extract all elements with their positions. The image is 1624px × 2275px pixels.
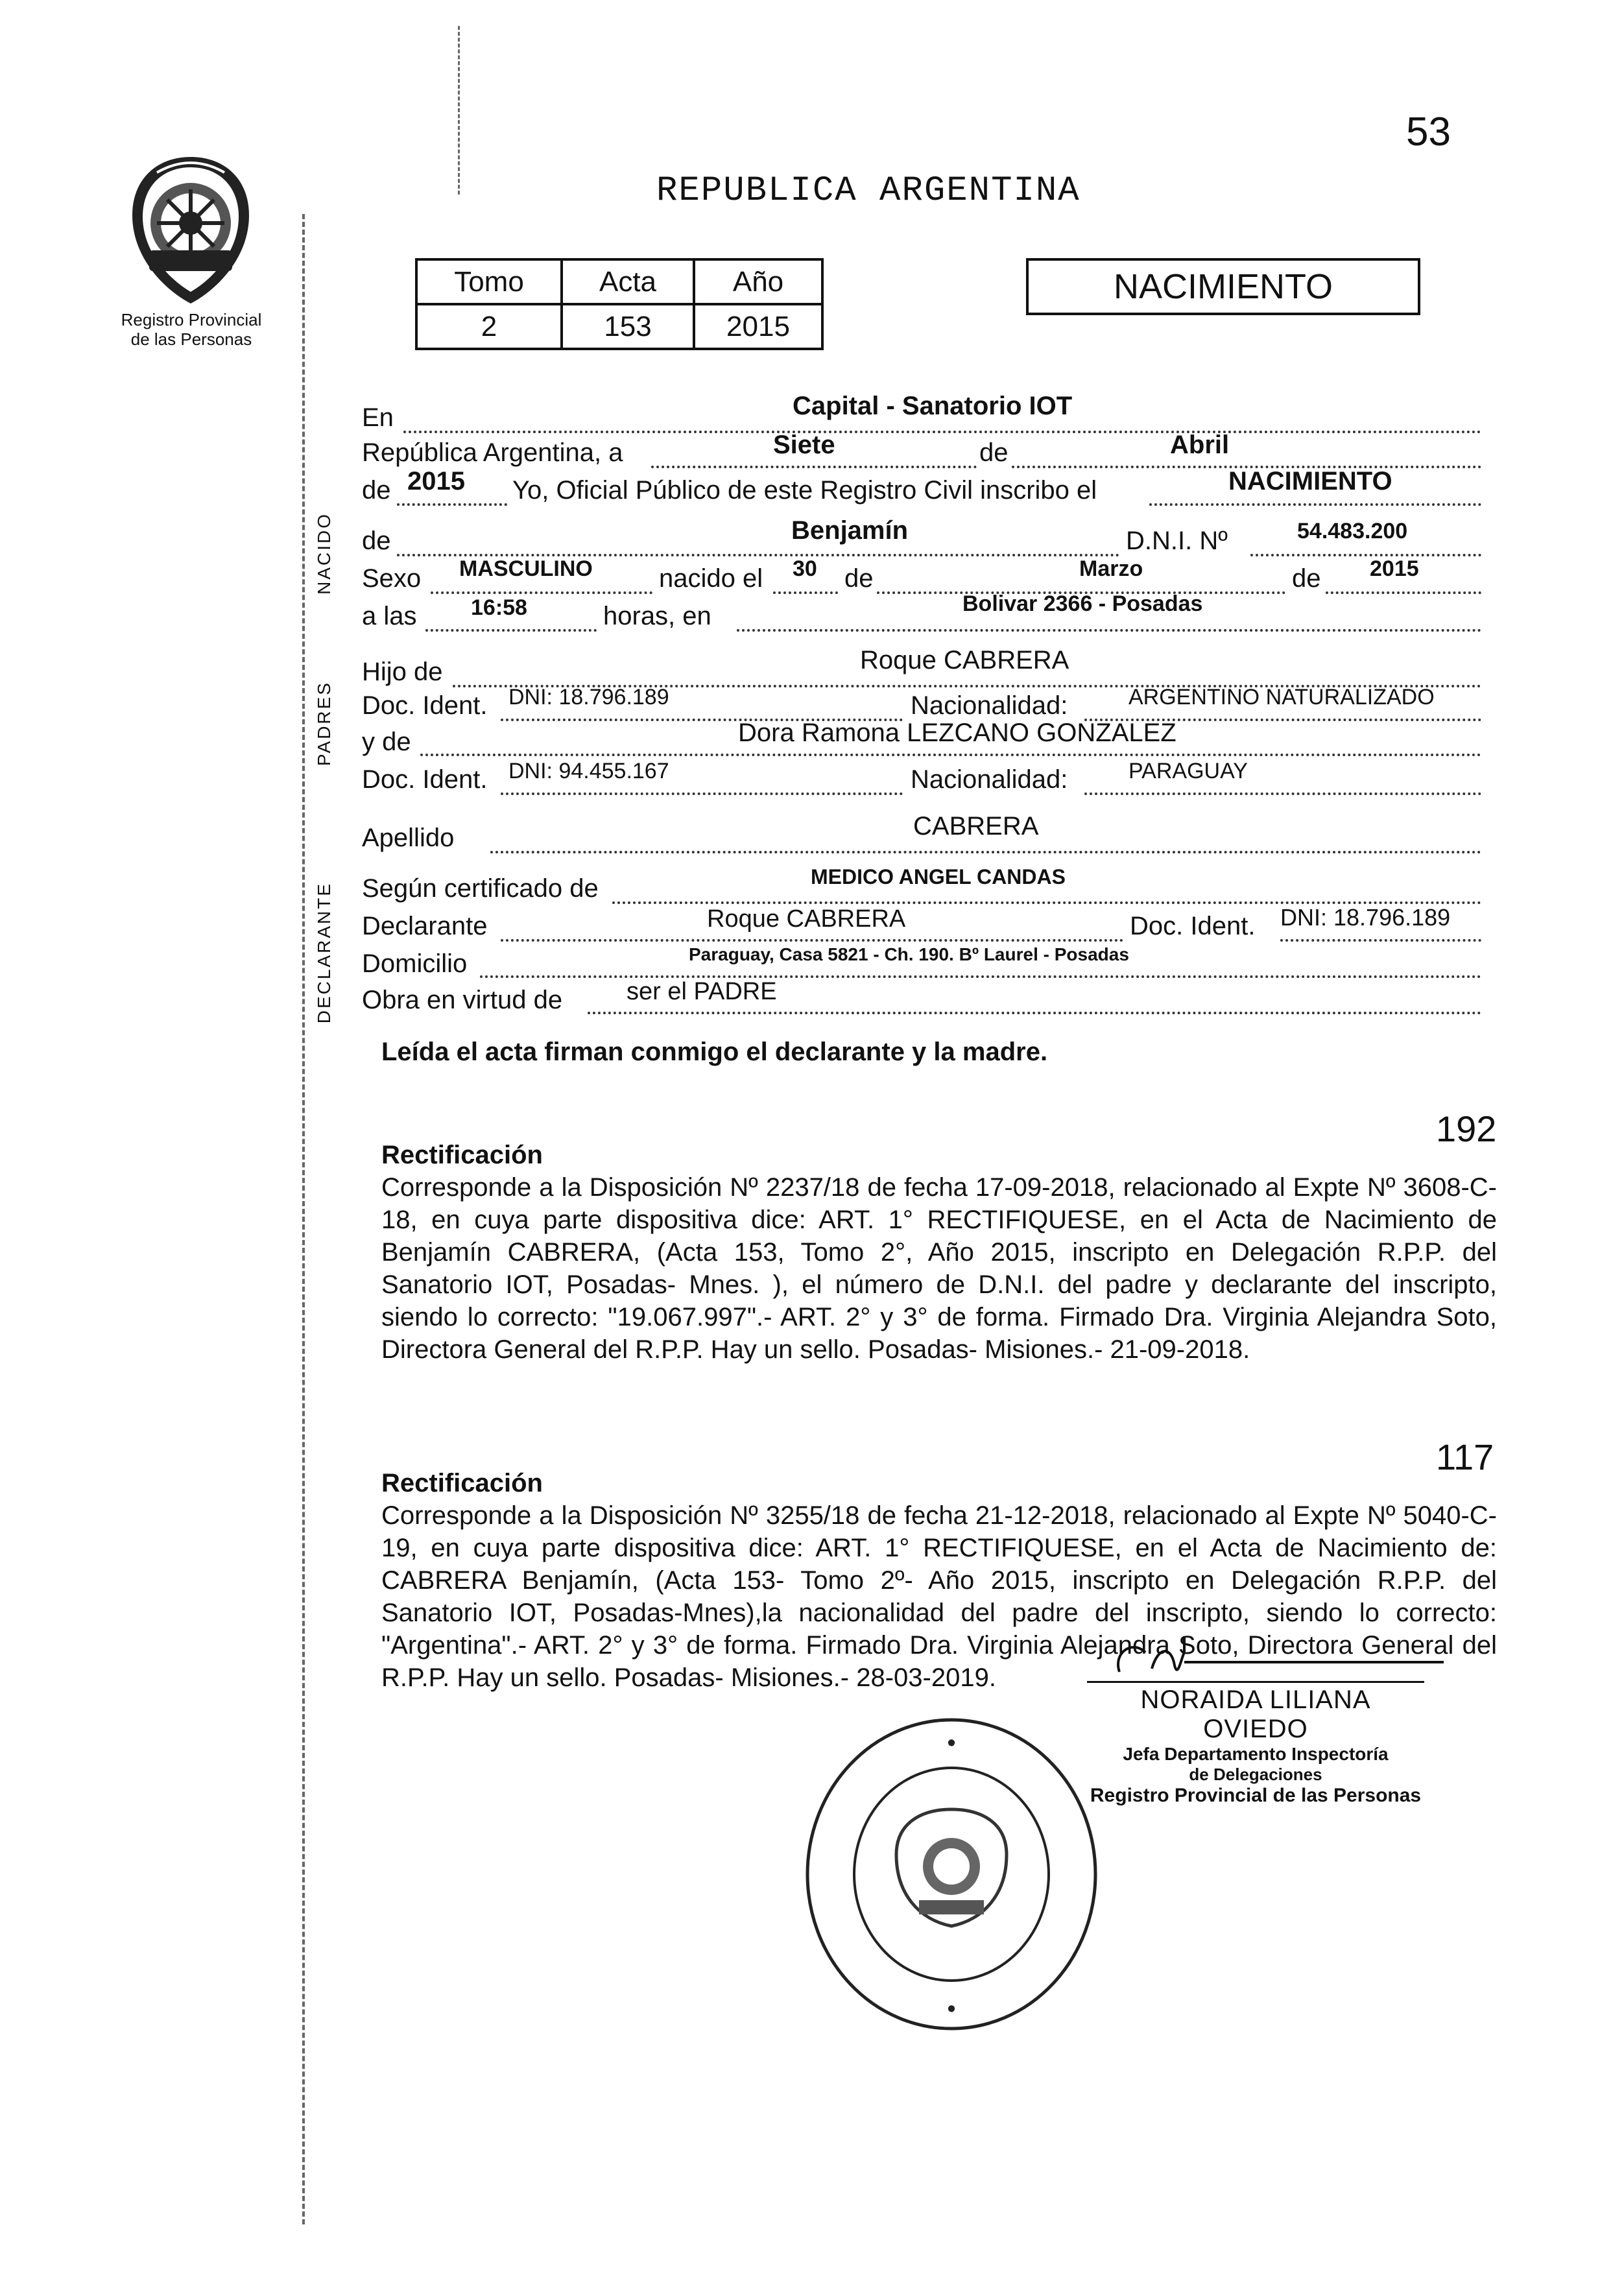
page-number: 53 xyxy=(1406,110,1451,154)
anio-value: 2015 xyxy=(407,467,465,495)
emblem-caption xyxy=(91,310,292,349)
lugar-dotline xyxy=(737,629,1481,632)
stamp-seal-icon xyxy=(799,1712,1104,2036)
official-stamp xyxy=(799,1712,1104,2036)
rectificacion-2-body: Corresponde a la Disposición Nº 3255/18 de fecha 21-12-2018, relacionado al Expte Nº 5040-C-19, en cuya parte dispositiva dice: ART. 1° RECTIFIQUESE, en el Acta de Nacimiento de: CABRERA Benjamín, (Acta 153- Tomo 2º- Año 2015, inscripto en Delegación R.P.P. del Sanatorio IOT, Posadas-Mnes),la nacionalidad del padre del inscripto, siendo lo correcto: "Argentina".- ART. 2° y 3° de forma. Firmado Dra. Virginia Alejandra Soto, Directora General del R.P.P. Hay un sello. Posadas- Misiones.- 28-03-2019. xyxy=(381,1501,1497,1692)
signatory-role-1: Jefa Departamento Inspectoría xyxy=(1123,1744,1389,1764)
nacido-anio: 2015 xyxy=(1370,556,1419,581)
horas-label: horas, en xyxy=(603,602,711,630)
declarante-value: Roque CABRERA xyxy=(707,905,906,933)
dia-dotline xyxy=(651,466,977,468)
header-tomo: Tomo xyxy=(416,259,562,304)
nombre-value: Benjamín xyxy=(791,516,909,545)
de4-label: de xyxy=(844,564,874,593)
inscribo-value: NACIMIENTO xyxy=(1228,467,1392,495)
coat-of-arms-icon xyxy=(118,153,263,309)
doc3-label: Doc. Ident. xyxy=(1130,912,1256,940)
anio-dotline xyxy=(397,503,507,506)
en-value: Capital - Sanatorio IOT xyxy=(793,392,1073,420)
de5-label: de xyxy=(1292,564,1321,593)
signature-scribble-icon xyxy=(1106,1633,1457,1685)
nacido-dia: 30 xyxy=(793,556,817,581)
certificado-value: MEDICO ANGEL CANDAS xyxy=(811,865,1066,888)
svg-text:•: • xyxy=(947,1995,956,2023)
hora-value: 16:58 xyxy=(471,595,527,620)
mes-value: Abril xyxy=(1170,431,1230,459)
obra-dotline xyxy=(588,1012,1481,1014)
nacido-anio-dotline xyxy=(1326,591,1481,594)
dni-label: D.N.I. Nº xyxy=(1126,527,1228,555)
signatory-name: NORAIDA LILIANA OVIEDO xyxy=(1087,1681,1424,1744)
apellido-dotline xyxy=(490,851,1481,853)
sexo-value: MASCULINO xyxy=(459,556,593,581)
nacido-dia-dotline xyxy=(773,591,838,594)
header-acta: Acta xyxy=(562,259,694,304)
nac1-label: Nacionalidad: xyxy=(911,691,1068,720)
document-title: REPUBLICA ARGENTINA xyxy=(656,171,1081,211)
rectificacion-1-heading: Rectificación xyxy=(381,1141,543,1169)
value-acta: 153 xyxy=(562,304,694,349)
doc1-label: Doc. Ident. xyxy=(362,691,488,720)
rectificacion-2-heading: Rectificación xyxy=(381,1469,543,1497)
emblem-caption-line1: Registro Provincial xyxy=(121,310,262,329)
rectificacion-2-number: 117 xyxy=(1436,1436,1494,1477)
hora-dotline xyxy=(425,629,597,632)
yo-text: Yo, Oficial Público de este Registro Civil inscribo el xyxy=(512,476,1097,505)
obra-value: ser el PADRE xyxy=(627,978,777,1005)
padre-value: Roque CABRERA xyxy=(860,646,1069,674)
dia-value: Siete xyxy=(773,431,835,459)
side-label-declarante: DECLARANTE xyxy=(314,882,334,1024)
sexo-dotline xyxy=(431,591,652,594)
value-tomo: 2 xyxy=(416,304,562,349)
doc3-dotline xyxy=(1280,939,1481,942)
signatory-role-3: Registro Provincial de las Personas xyxy=(1090,1785,1422,1806)
de-label: de xyxy=(979,438,1009,467)
header-anio: Año xyxy=(694,259,822,304)
domicilio-label: Domicilio xyxy=(362,949,468,978)
handwritten-signature xyxy=(1106,1633,1457,1688)
svg-text:•: • xyxy=(947,1730,956,1757)
nacido-mes: Marzo xyxy=(1079,556,1143,581)
doc2-dotline xyxy=(501,792,903,795)
hijo-label: Hijo de xyxy=(362,658,443,686)
rectificacion-1-body: Corresponde a la Disposición Nº 2237/18 de fecha 17-09-2018, relacionado al Expte Nº 3608-C-18, en cuya parte dispositiva dice: ART. 1° RECTIFIQUESE, en el Acta de Nacimiento de Benjamín CABRERA, (Acta 153, Tomo 2°, Año 2015, inscripto en Delegación R.P.P. del Sanatorio IOT, Posadas- Mnes. ), el número de D.N.I. del padre y declarante del inscripto, siendo lo correcto: "19.067.997".- ART. 2° y 3° de forma. Firmado Dra. Virginia Alejandra Soto, Directora General del R.P.P. Hay un sello. Posadas- Misiones.- 21-09-2018. xyxy=(381,1173,1497,1364)
apellido-value: CABRERA xyxy=(913,812,1039,840)
en-dotline xyxy=(403,431,1481,433)
obra-label: Obra en virtud de xyxy=(362,986,563,1014)
province-emblem xyxy=(118,153,263,309)
domicilio-value: Paraguay, Casa 5821 - Ch. 190. Bº Laurel - Posadas xyxy=(689,944,1129,964)
value-anio: 2015 xyxy=(694,304,822,349)
signatory-block xyxy=(1087,1681,1424,1807)
nac2-value: PARAGUAY xyxy=(1128,759,1248,783)
madre-dotline xyxy=(420,754,1481,756)
signatory-role-2: de Delegaciones xyxy=(1189,1765,1322,1784)
apellido-label: Apellido xyxy=(362,824,455,852)
de3-label: de xyxy=(362,527,391,555)
doc2-label: Doc. Ident. xyxy=(362,765,488,794)
madre-value: Dora Ramona LEZCANO GONZALEZ xyxy=(738,719,1176,747)
margin-line xyxy=(302,214,305,2224)
fold-mark xyxy=(458,26,460,195)
en-label: En xyxy=(362,403,394,432)
side-label-nacido: NACIDO xyxy=(314,512,334,595)
rectificacion-1 xyxy=(381,1139,1497,1366)
doc1-value: DNI: 18.796.189 xyxy=(508,685,669,709)
dni-dotline xyxy=(1250,554,1481,556)
nac1-value: ARGENTINO NATURALIZADO xyxy=(1128,685,1435,709)
emblem-caption-line2: de las Personas xyxy=(130,329,252,349)
de2-label: de xyxy=(362,476,391,505)
nac2-label: Nacionalidad: xyxy=(911,765,1068,794)
republica-label: República Argentina, a xyxy=(362,438,623,467)
record-table xyxy=(415,258,824,350)
rectificacion-1-number: 192 xyxy=(1436,1108,1497,1149)
side-label-padres: PADRES xyxy=(314,681,334,767)
dni-value: 54.483.200 xyxy=(1297,519,1408,543)
alas-label: a las xyxy=(362,602,417,630)
certificado-label: Según certificado de xyxy=(362,874,599,903)
doc2-value: DNI: 94.455.167 xyxy=(508,759,669,783)
nacido-label: nacido el xyxy=(659,564,763,593)
record-type-box: NACIMIENTO xyxy=(1026,258,1420,315)
closing-statement: Leída el acta firman conmigo el declarante y la madre. xyxy=(381,1038,1048,1066)
doc3-value: DNI: 18.796.189 xyxy=(1280,904,1451,931)
inscribo-dotline xyxy=(1149,503,1481,506)
nac2-dotline xyxy=(1084,792,1481,795)
lugar-value: Bolivar 2366 - Posadas xyxy=(962,591,1203,616)
sexo-label: Sexo xyxy=(362,564,422,593)
declarante-label: Declarante xyxy=(362,912,488,940)
yde-label: y de xyxy=(362,728,411,756)
declarante-dotline xyxy=(501,939,1123,942)
